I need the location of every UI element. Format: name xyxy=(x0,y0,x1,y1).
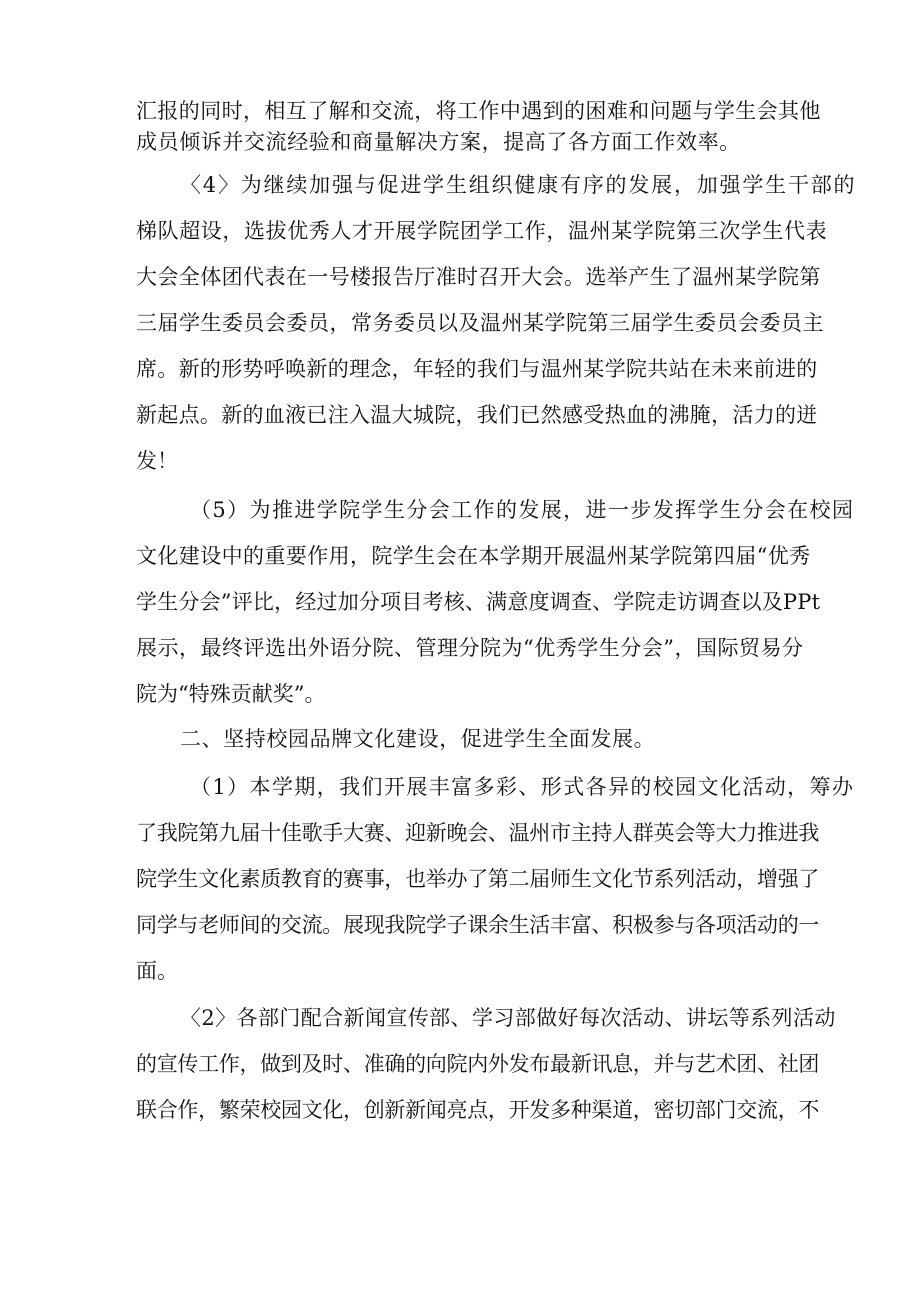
text-line: 三届学生委员会委员，常务委员以及温州某学院第三届学生委员会委员主 xyxy=(136,311,824,335)
text-line: 了我院第九届十佳歌手大赛、迎新晚会、温州市主持人群英会等大力推进我 xyxy=(136,821,820,845)
text-line: 的宣传工作，做到及时、准确的向院内外发布最新讯息，并与艺术团、社团 xyxy=(136,1052,820,1076)
text-line: 成员倾诉并交流经验和商量解决方案，提高了各方面工作效率。 xyxy=(136,130,741,154)
text-line: 〈4〉为继续加强与促进学生组织健康有序的发展，加强学生干部的 xyxy=(180,173,857,197)
text-line: 发！ xyxy=(136,449,178,473)
text-line: 面。 xyxy=(136,959,178,983)
text-line: （1）本学期，我们开展丰富多彩、形式各异的校园文化活动，筹办 xyxy=(190,775,855,799)
text-line: 院学生文化素质教育的赛事，也举办了第二届师生文化节系列活动，增强了 xyxy=(136,867,820,891)
text-line: 同学与老师间的交流。展现我院学子课余生活丰富、积极参与各项活动的一 xyxy=(136,913,820,937)
text-line: 联合作，繁荣校园文化，创新新闻亮点，开发多种渠道，密切部门交流，不 xyxy=(136,1098,820,1122)
text-line: （5）为推进学院学生分会工作的发展，进一步发挥学生分会在校园 xyxy=(190,498,855,522)
section-heading: 二、坚持校园品牌文化建设，促进学生全面发展。 xyxy=(180,727,656,751)
text-line: 席。新的形势呼唤新的理念，年轻的我们与温州某学院共站在未来前进的 xyxy=(136,357,818,381)
text-line: 〈2〉各部门配合新闻宣传部、学习部做好每次活动、讲坛等系列活动 xyxy=(180,1006,836,1030)
text-line: 大会全体团代表在一号楼报告厅准时召开大会。选举产生了温州某学院第 xyxy=(136,265,821,289)
text-line: 院为“特殊贡献奖”。 xyxy=(136,682,326,706)
text-line: 展示，最终评选出外语分院、管理分院为“优秀学生分会”，国际贸易分 xyxy=(136,636,804,660)
text-line: 新起点。新的血液已注入温大城院，我们已然感受热血的沸腌，活力的迸 xyxy=(136,403,818,427)
text-line: 文化建设中的重要作用，院学生会在本学期开展温州某学院第四届“优秀 xyxy=(136,544,811,568)
text-line: 学生分会”评比，经过加分项目考核、满意度调查、学院走访调查以及PPt xyxy=(136,590,821,614)
text-line: 梯队超设，选拔优秀人才开展学院团学工作，温州某学院第三次学生代表 xyxy=(136,219,828,243)
text-line: 汇报的同时，相互了解和交流，将工作中遇到的困难和问题与学生会其他 xyxy=(136,99,821,123)
